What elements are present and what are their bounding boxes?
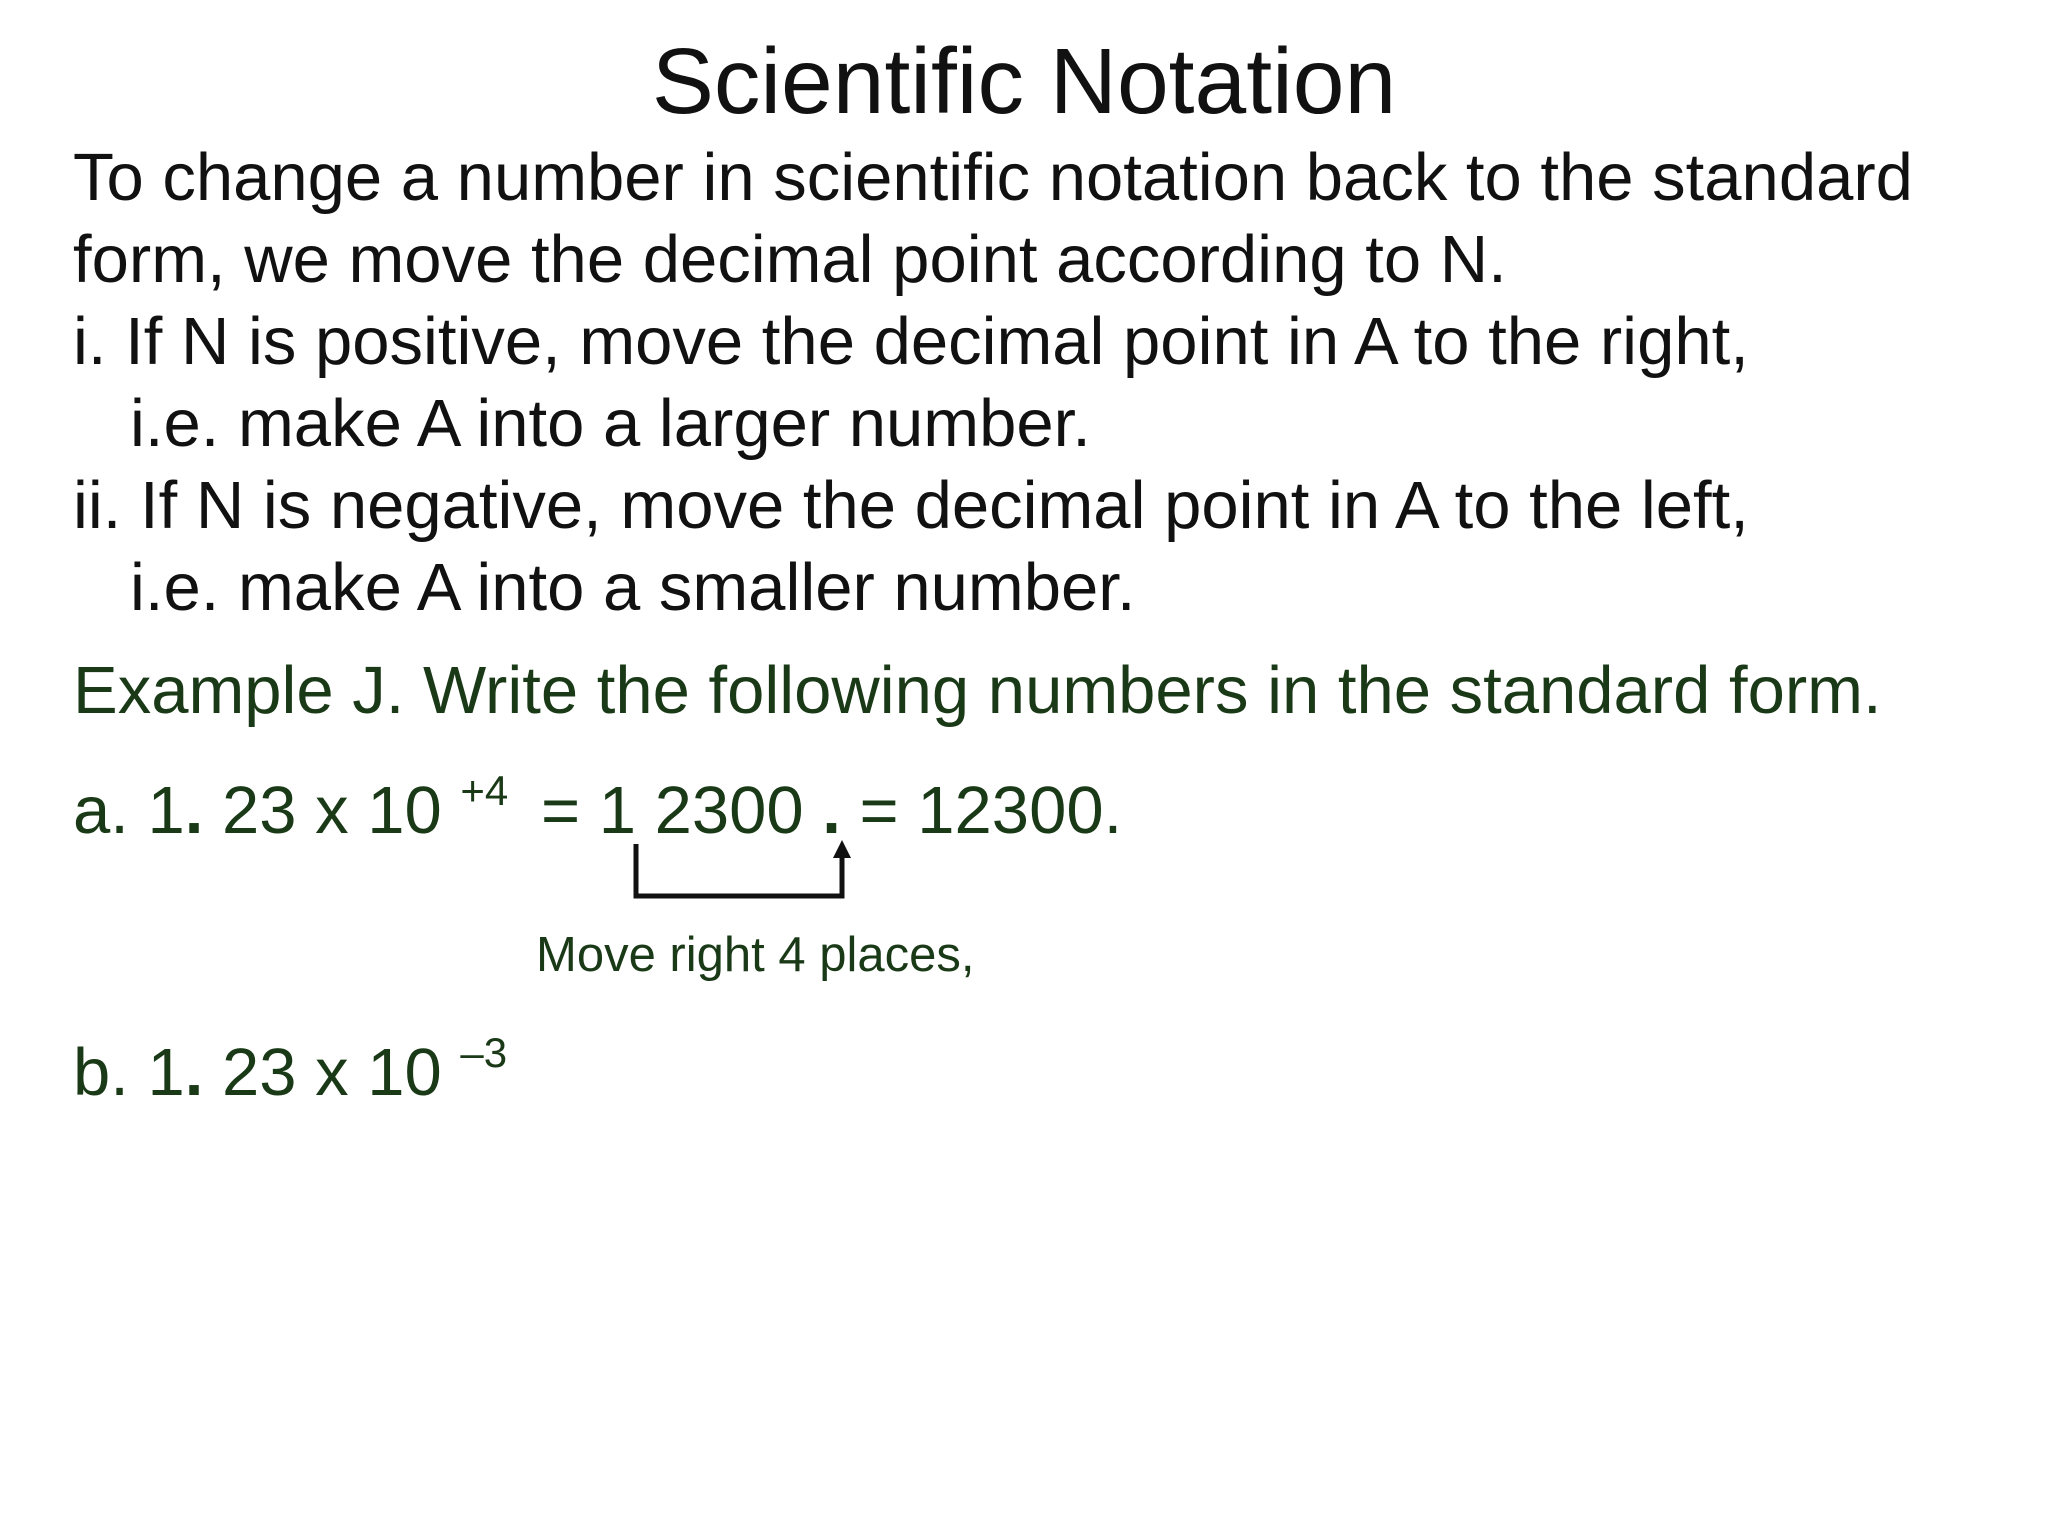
example-a-note: Move right 4 places, — [536, 928, 975, 982]
example-heading: Example J. Write the following numbers in the standard form. — [73, 653, 1882, 728]
example-a-exponent: +4 — [460, 767, 509, 814]
example-b-exponent: –3 — [460, 1029, 508, 1076]
example-a-label: a. 1 — [73, 773, 185, 848]
example-b-expression — [73, 1029, 508, 1122]
intro-line-1: To change a number in scientific notation back to the standard — [73, 140, 1913, 215]
rule-positive: i. If N is positive, move the decimal point in A to the right, — [73, 304, 1749, 379]
example-a-expression — [73, 767, 509, 860]
example-a-result: = 12300. — [840, 773, 1123, 848]
intro-line-2: form, we move the decimal point according to N. — [73, 222, 1507, 297]
example-a-mantissa: 23 x 10 — [203, 773, 461, 848]
rule-negative: ii. If N is negative, move the decimal point in A to the left, — [73, 468, 1749, 543]
example-a-moved-dot: . — [822, 773, 841, 848]
rule-negative-detail: i.e. make A into a smaller number. — [130, 550, 1136, 625]
example-b-decimal-dot: . — [184, 1035, 204, 1110]
example-a-middle: = 1 2300 — [541, 773, 823, 848]
slide-title: Scientific Notation — [651, 29, 1397, 133]
example-b-mantissa: 23 x 10 — [203, 1035, 461, 1110]
example-a-decimal-dot: . — [184, 773, 204, 848]
rule-positive-detail: i.e. make A into a larger number. — [130, 386, 1091, 461]
example-b-label: b. 1 — [73, 1035, 185, 1110]
move-right-arrow — [628, 840, 858, 910]
